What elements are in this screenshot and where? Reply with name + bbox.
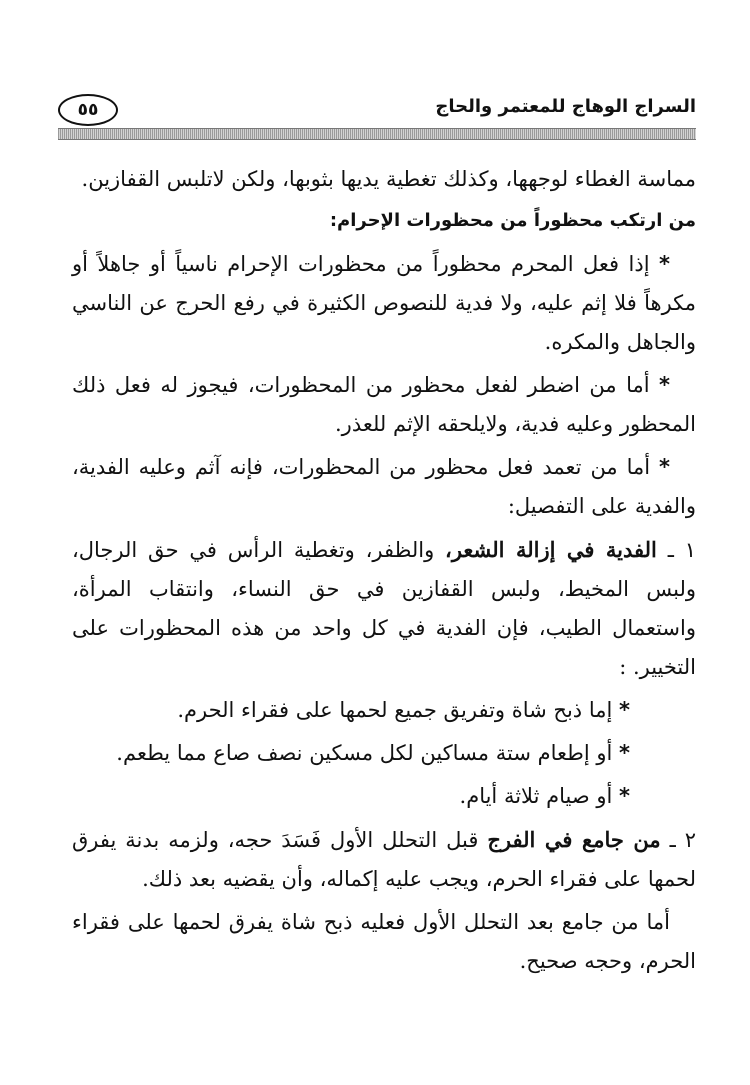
paragraph-forgetful xyxy=(72,245,696,362)
paragraph-text: والظفر، وتغطية الرأس في حق الرجال، ولبس المخيط، ولبس القفازين في حق النساء، وانتقاب المرأة، واستعمال الطيب، فإن الفدية في كل واحد من هذه المحظورات على التخيير. : xyxy=(72,538,696,679)
option-feeding xyxy=(72,734,696,773)
item-number: ١ ـ xyxy=(667,538,696,562)
paragraph-intercourse xyxy=(72,820,696,899)
paragraph-deliberate xyxy=(72,448,696,526)
item-number: ٢ ـ xyxy=(669,828,697,852)
paragraph-fidya-hair xyxy=(72,530,696,687)
option-text: أو إطعام ستة مساكين لكل مسكين نصف صاع مما يطعم. xyxy=(116,741,613,765)
paragraph-text: أما من تعمد فعل محظور من المحظورات، فإنه آثم وعليه الفدية، والفدية على التفصيل: xyxy=(72,455,696,518)
item-bold-term: الفدية في إزالة الشعر، xyxy=(445,537,657,562)
item-bold-term: من جامع في الفرج xyxy=(487,827,661,852)
paragraph-text: إذا فعل المحرم محظوراً من محظورات الإحرام ناسياً أو جاهلاً أو مكرهاً فلا إثم عليه، ولا فدية للنصوص الكثيرة في رفع الحرج عن الناسي والجاهل والمكره. xyxy=(72,252,696,354)
option-text: أو صيام ثلاثة أيام. xyxy=(459,784,613,808)
option-slaughter xyxy=(72,691,696,730)
star-bullet-icon: * xyxy=(619,698,630,722)
paragraph-text: قبل التحلل الأول فَسَدَ حجه، ولزمه بدنة يفرق لحمها على فقراء الحرم، ويجب عليه إكماله، وأن يقضيه بعد ذلك. xyxy=(72,828,696,891)
page-header xyxy=(58,92,696,132)
star-bullet-icon: * xyxy=(659,252,670,276)
page-number: ٥٥ xyxy=(58,94,118,126)
paragraph-after-tahallul: أما من جامع بعد التحلل الأول فعليه ذبح شاة يفرق لحمها على فقراء الحرم، وحجه صحيح. xyxy=(72,910,696,973)
page-body xyxy=(72,160,696,985)
option-text: إما ذبح شاة وتفريق جميع لحمها على فقراء الحرم. xyxy=(177,698,613,722)
star-bullet-icon: * xyxy=(659,455,670,479)
section-heading: من ارتكب محظوراً من محظورات الإحرام: xyxy=(329,210,696,231)
star-bullet-icon: * xyxy=(619,784,630,808)
header-divider xyxy=(58,128,696,140)
running-title: السراج الوهاج للمعتمر والحاج xyxy=(435,96,696,117)
star-bullet-icon: * xyxy=(659,373,670,397)
paragraph-text: أما من اضطر لفعل محظور من المحظورات، فيجوز له فعل ذلك المحظور وعليه فدية، ولايلحقه الإثم للعذر. xyxy=(72,373,696,436)
paragraph-continuation: مماسة الغطاء لوجهها، وكذلك تغطية يديها بثوبها، ولكن لاتلبس القفازين. xyxy=(81,167,696,191)
star-bullet-icon: * xyxy=(619,741,630,765)
option-fasting xyxy=(72,777,696,816)
paragraph-compelled xyxy=(72,366,696,444)
